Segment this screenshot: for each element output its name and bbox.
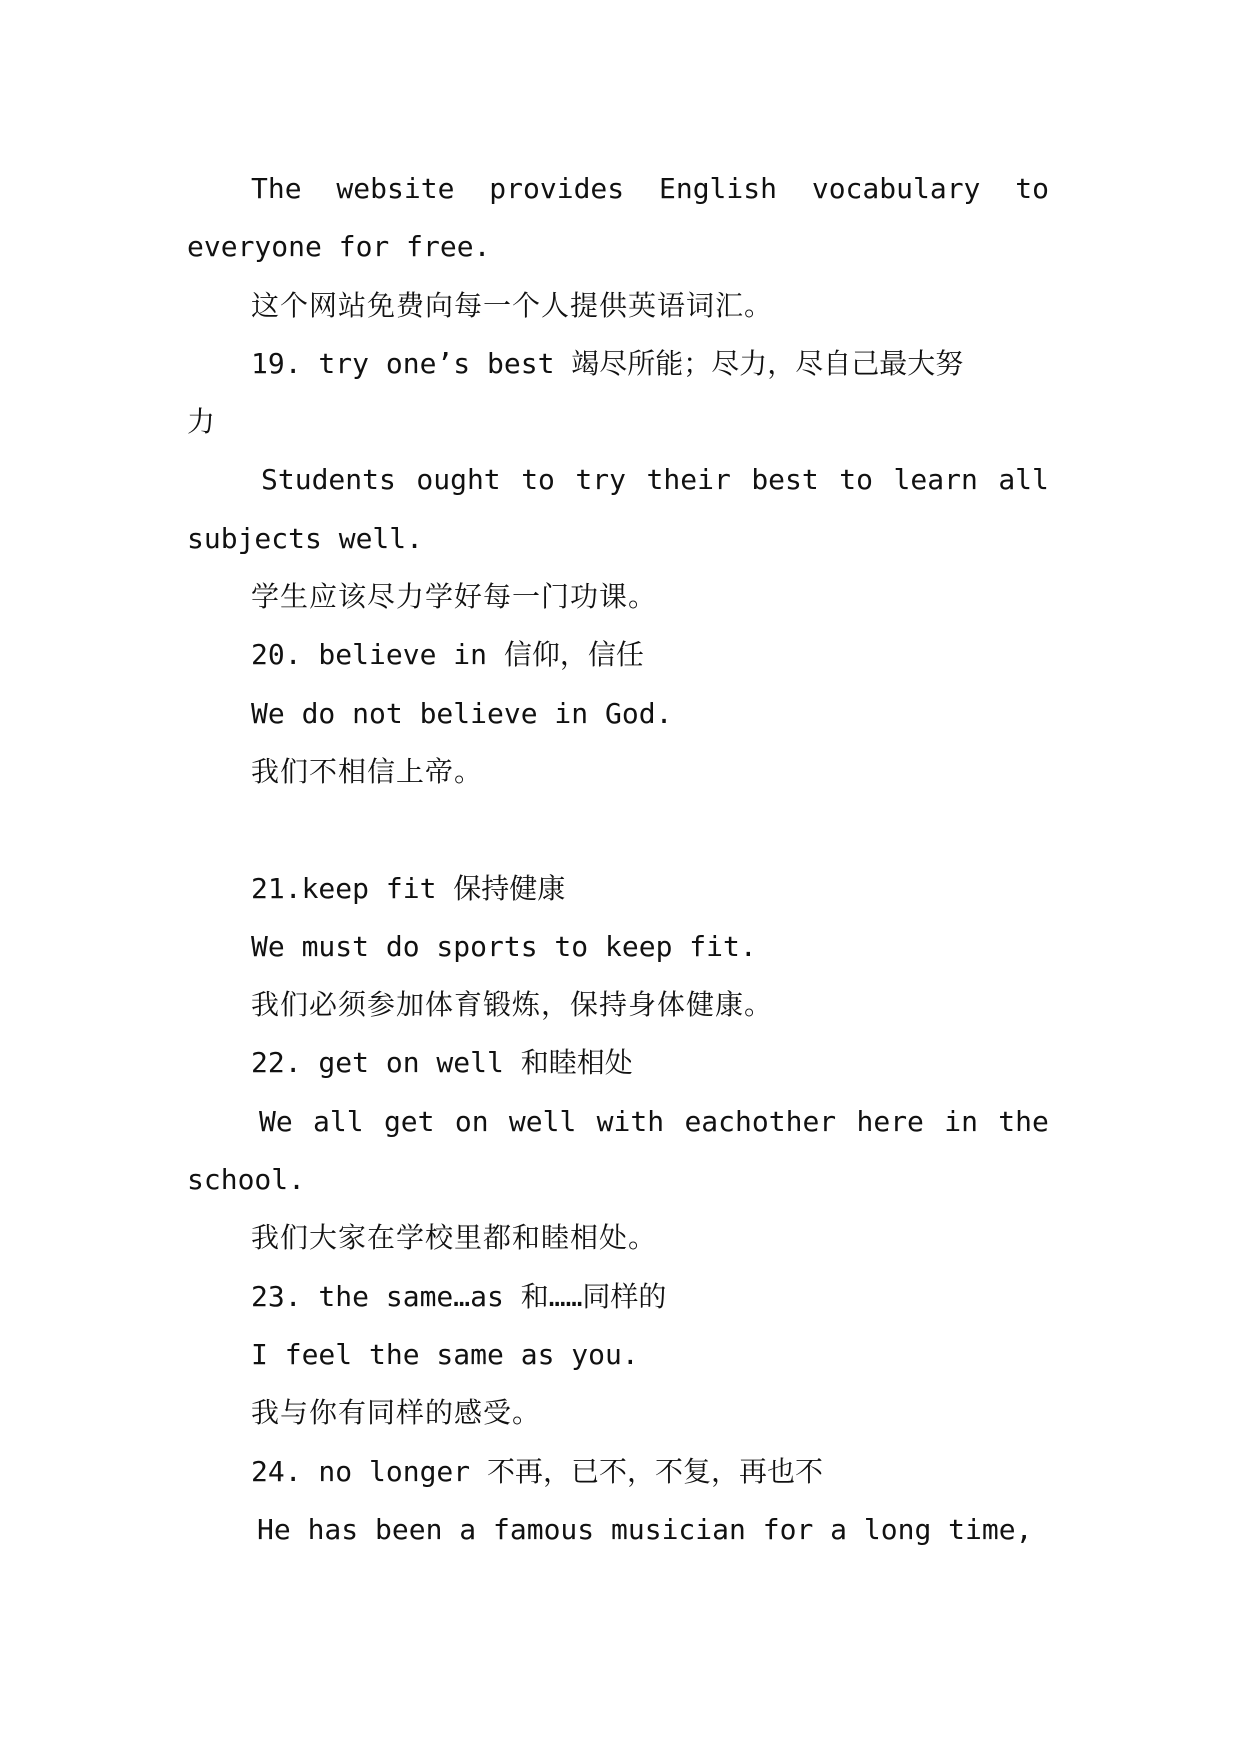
word: Students [261,463,396,497]
blank-line [187,801,1049,859]
example-sentence-same-as: I feel the same as you. [251,1337,639,1371]
example-sentence-website-line1 [187,160,1049,218]
word: the [998,1104,1049,1138]
word: try [575,463,626,497]
translation-keep-fit: 我们必须参加体育锻炼，保持身体健康。 [251,988,774,1022]
word: ought [416,463,501,497]
translation-get-on: 我们大家在学校里都和睦相处。 [251,1221,658,1255]
word: to [521,463,555,497]
word: vocabulary [811,172,981,205]
vocab-entry-20: 20. believe in 信仰，信任 [251,638,644,672]
vocab-entry-19-wrap: 力 [187,405,216,439]
example-sentence-no-longer: He has been a famous musician for a long time, [257,1512,1033,1546]
word: well [508,1104,577,1138]
example-sentence-keep-fit: We must do sports to keep fit. [251,929,757,963]
vocab-entry-21: 21.keep fit 保持健康 [251,871,566,905]
word: their [646,463,731,497]
translation-website: 这个网站免费向每一个人提供英语词汇。 [251,288,774,322]
vocab-entry-22: 22. get on well 和睦相处 [251,1046,633,1080]
example-sentence-website-line2: everyone for free. [187,230,491,264]
word: provides [489,172,625,205]
word: website [336,172,455,205]
vocab-entry-24: 24. no longer 不再，已不，不复，再也不 [251,1454,824,1488]
word: all [998,463,1049,497]
translation-believe: 我们不相信上帝。 [251,754,484,788]
vocab-entry-19: 19. try one’s best 竭尽所能；尽力，尽自己最大努 [251,346,964,380]
word: learn [893,463,978,497]
word: to [839,463,873,497]
word: English [658,172,777,205]
word: best [751,463,819,497]
vocab-entry-23: 23. the same…as 和……同样的 [251,1279,667,1313]
example-sentence-students-line1 [187,451,1049,509]
example-sentence-believe: We do not believe in God. [251,696,673,730]
word: here [856,1104,924,1138]
word: get [383,1104,435,1138]
example-sentence-get-on-line2: school. [187,1163,306,1197]
word: The [251,172,302,205]
word: all [313,1104,364,1138]
word: on [454,1104,489,1138]
translation-same-as: 我与你有同样的感受。 [251,1396,542,1430]
document-body [187,160,1049,1559]
example-sentence-students-line2: subjects well. [187,521,424,555]
example-sentence-get-on-line1 [187,1093,1049,1151]
translation-students: 学生应该尽力学好每一门功课。 [251,580,658,614]
word: in [944,1104,978,1138]
word: with [596,1104,665,1138]
word: eachother [684,1104,837,1138]
word: We [259,1104,293,1138]
word: to [1015,172,1049,205]
